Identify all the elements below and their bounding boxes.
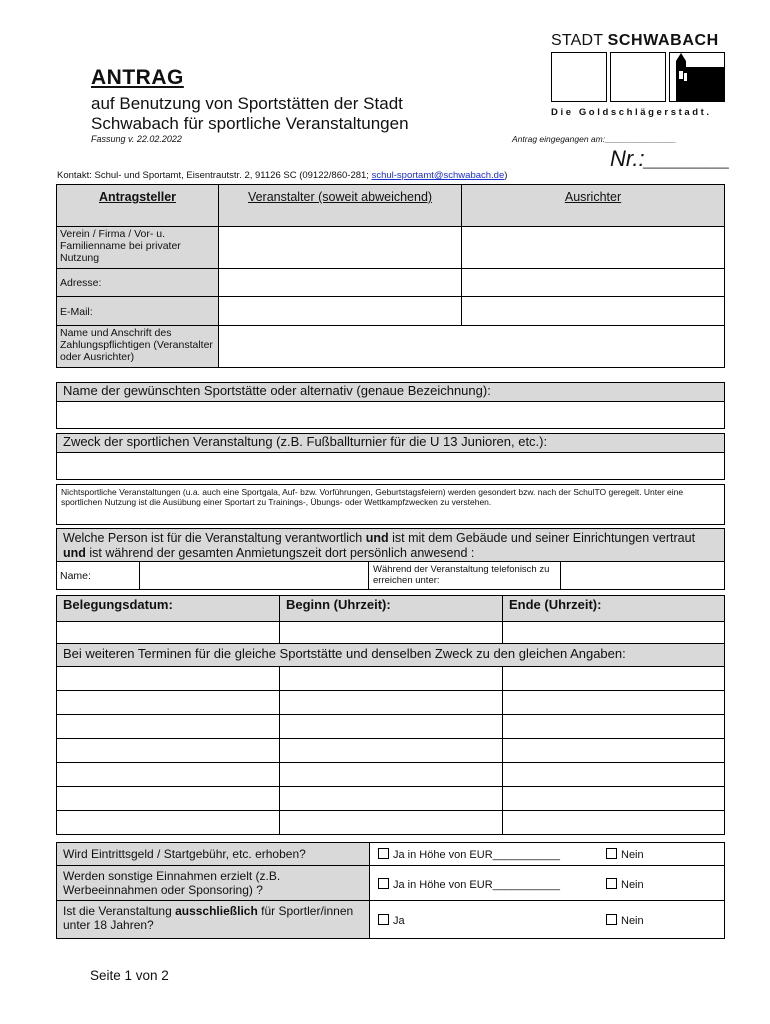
answer-other-income: [369, 865, 725, 901]
contact-email-link[interactable]: schul-sportamt@schwabach.de: [371, 170, 505, 181]
other-income-yes-option[interactable]: [378, 878, 560, 891]
row-label-payer: Name und Anschrift des Zahlungspflichtigen (Veranstalter oder Ausrichter): [56, 325, 219, 368]
host-email-field[interactable]: [461, 296, 725, 326]
question-under-18: [56, 900, 370, 939]
form-title: ANTRAG: [91, 66, 184, 89]
extra-start-field[interactable]: [279, 690, 503, 715]
option-label: Ja in Höhe von EUR___________: [393, 879, 560, 891]
question-emphasis: und: [63, 546, 86, 560]
question-text: ist mit dem Gebäude und seiner Einrichtungen vertraut: [388, 531, 696, 545]
under-18-yes-option[interactable]: [378, 914, 405, 927]
extra-start-field[interactable]: [279, 738, 503, 763]
logo-castle-icon: [669, 52, 725, 102]
option-label: Nein: [621, 915, 644, 927]
extra-start-field[interactable]: [279, 714, 503, 739]
option-label: Nein: [621, 879, 644, 891]
extra-end-field[interactable]: [502, 762, 725, 787]
phone-label: Während der Veranstaltung telefonisch zu erreichen unter:: [368, 561, 561, 590]
payer-field[interactable]: [218, 325, 725, 368]
option-label: Nein: [621, 849, 644, 861]
logo-city-name: SCHWABACH: [607, 32, 719, 49]
row-label-club: Verein / Firma / Vor- u. Familienname bei privater Nutzung: [56, 226, 219, 269]
organizer-email-field[interactable]: [218, 296, 462, 326]
received-date-field[interactable]: Antrag eingegangen am:_______________: [512, 134, 677, 144]
entry-fee-no-option[interactable]: [606, 848, 644, 861]
checkbox-icon[interactable]: [378, 848, 389, 859]
question-text: für Sportler/innen unter 18 Jahren?: [63, 904, 354, 932]
contact-text: Kontakt: Schul- und Sportamt, Eisentrautstr. 2, 91126 SC (09122/860-281;: [57, 170, 372, 181]
non-sport-note: Nichtsportliche Veranstaltungen (u.a. auch eine Sportgala, Auf- bzw. Vorführungen, Geburtstagsfeiern) werden gesondert bzw. nach der SchulTO geregelt. Unter eine sportlichen Nutzung ist die Ausübung einer Sportart zu Trainings-, Übungs- oder Wettkampfzwecken zu verstehen.: [56, 484, 725, 525]
logo-stadt-word: STADT: [551, 32, 603, 49]
venue-label: Name der gewünschten Sportstätte oder alternativ (genaue Bezeichnung):: [56, 382, 725, 402]
checkbox-icon[interactable]: [606, 848, 617, 859]
column-header-date: Belegungsdatum:: [56, 595, 280, 622]
checkbox-icon[interactable]: [378, 878, 389, 889]
question-entry-fee: Wird Eintrittsgeld / Startgebühr, etc. erhoben?: [56, 842, 370, 866]
contact-suffix: ): [504, 170, 508, 181]
responsible-name-field[interactable]: [139, 561, 369, 590]
question-text: Ist die Veranstaltung: [63, 904, 176, 918]
column-header-end: Ende (Uhrzeit):: [502, 595, 725, 622]
checkbox-icon[interactable]: [606, 914, 617, 925]
venue-field[interactable]: [56, 401, 725, 429]
row-label-address: Adresse:: [56, 268, 219, 297]
extra-date-field[interactable]: [56, 786, 280, 811]
city-logo-text: [551, 32, 719, 50]
further-dates-label: Bei weiteren Terminen für die gleiche Sportstätte und denselben Zweck zu den gleichen Angaben:: [56, 643, 725, 667]
question-other-income: Werden sonstige Einnahmen erzielt (z.B. Werbeeinnahmen oder Sponsoring) ?: [56, 865, 370, 901]
extra-end-field[interactable]: [502, 666, 725, 691]
purpose-label: Zweck der sportlichen Veranstaltung (z.B. Fußballturnier für die U 13 Junioren, etc.):: [56, 433, 725, 453]
question-text: ist während der gesamten Anmietungszeit dort persönlich anwesend :: [85, 546, 475, 560]
application-number-field[interactable]: Nr.:_______: [610, 146, 731, 171]
extra-end-field[interactable]: [502, 714, 725, 739]
extra-end-field[interactable]: [502, 738, 725, 763]
question-emphasis: ausschließlich: [175, 904, 258, 918]
responsible-person-question: [56, 528, 725, 562]
logo-square-2: [610, 52, 666, 102]
column-header-host: Ausrichter: [461, 184, 725, 227]
logo-square-1: [551, 52, 607, 102]
form-subtitle: auf Benutzung von Sportstätten der Stadt Schwabach für sportliche Veranstaltungen: [91, 94, 409, 133]
other-income-no-option[interactable]: [606, 878, 644, 891]
booking-date-field[interactable]: [56, 621, 280, 644]
booking-start-field[interactable]: [279, 621, 503, 644]
answer-under-18: [369, 900, 725, 939]
extra-end-field[interactable]: [502, 810, 725, 835]
booking-end-field[interactable]: [502, 621, 725, 644]
extra-date-field[interactable]: [56, 714, 280, 739]
responsible-phone-field[interactable]: [560, 561, 725, 590]
question-text: Welche Person ist für die Veranstaltung verantwortlich: [63, 531, 366, 545]
extra-date-field[interactable]: [56, 810, 280, 835]
extra-start-field[interactable]: [279, 666, 503, 691]
organizer-address-field[interactable]: [218, 268, 462, 297]
answer-entry-fee: [369, 842, 725, 866]
purpose-field[interactable]: [56, 452, 725, 480]
extra-end-field[interactable]: [502, 690, 725, 715]
column-header-organizer: Veranstalter (soweit abweichend): [218, 184, 462, 227]
under-18-no-option[interactable]: [606, 914, 644, 927]
name-label: Name:: [56, 561, 140, 590]
extra-date-field[interactable]: [56, 690, 280, 715]
option-label: Ja: [393, 915, 405, 927]
host-address-field[interactable]: [461, 268, 725, 297]
question-emphasis: und: [365, 531, 389, 545]
extra-date-field[interactable]: [56, 738, 280, 763]
entry-fee-yes-option[interactable]: [378, 848, 560, 861]
option-label: Ja in Höhe von EUR___________: [393, 849, 560, 861]
extra-start-field[interactable]: [279, 810, 503, 835]
column-header-applicant: Antragsteller: [56, 184, 219, 227]
extra-date-field[interactable]: [56, 762, 280, 787]
checkbox-icon[interactable]: [606, 878, 617, 889]
column-header-start: Beginn (Uhrzeit):: [279, 595, 503, 622]
contact-line: [57, 170, 507, 181]
page-number: Seite 1 von 2: [90, 968, 169, 983]
checkbox-icon[interactable]: [378, 914, 389, 925]
extra-start-field[interactable]: [279, 762, 503, 787]
row-label-email: E-Mail:: [56, 296, 219, 326]
extra-date-field[interactable]: [56, 666, 280, 691]
host-club-field[interactable]: [461, 226, 725, 269]
form-version: Fassung v. 22.02.2022: [91, 134, 182, 144]
logo-tagline: Die Goldschlägerstadt.: [551, 107, 712, 118]
extra-end-field[interactable]: [502, 786, 725, 811]
organizer-club-field[interactable]: [218, 226, 462, 269]
extra-start-field[interactable]: [279, 786, 503, 811]
